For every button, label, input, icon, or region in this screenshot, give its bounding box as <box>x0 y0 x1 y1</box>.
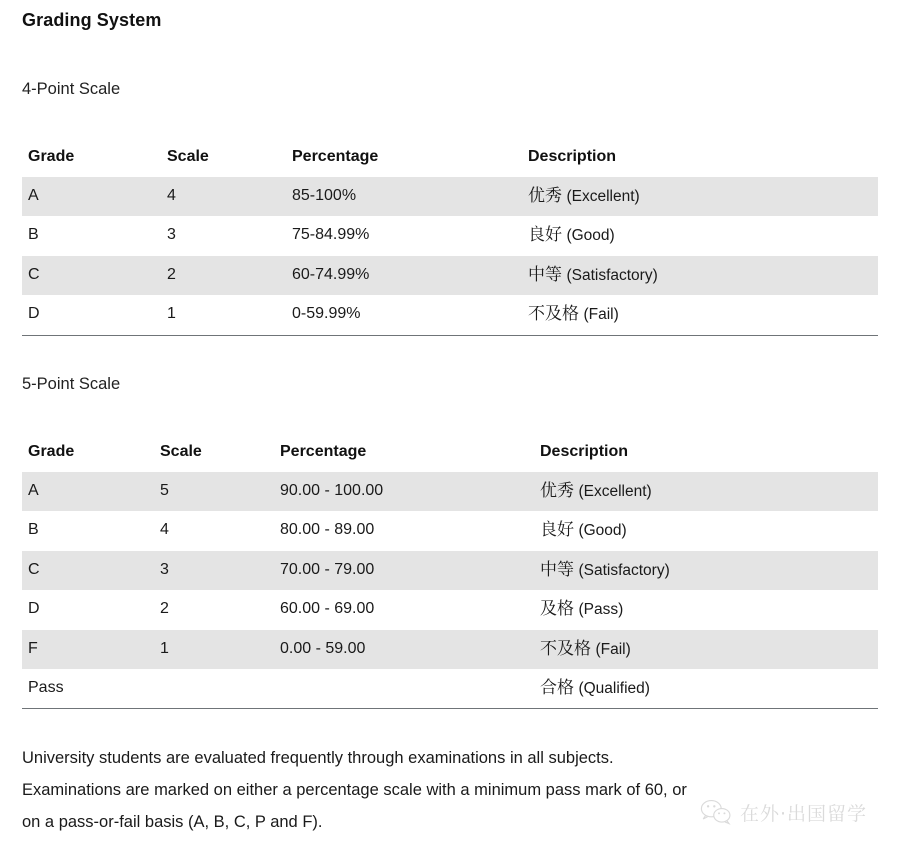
description-english: (Satisfactory) <box>566 266 658 284</box>
table-row <box>22 472 878 511</box>
section-heading-5-point-scale: 5-Point Scale <box>22 375 121 393</box>
description-chinese: 中等 <box>540 559 574 579</box>
column-header-scale: Scale <box>160 443 280 472</box>
description-english: (Pass) <box>578 601 624 619</box>
cell-scale: 3 <box>160 551 280 590</box>
paragraph-line-3: on a pass-or-fail basis (A, B, C, P and F). <box>22 813 323 831</box>
cell-description <box>540 669 878 709</box>
description-english: (Excellent) <box>566 188 640 205</box>
cell-description <box>540 590 878 629</box>
cell-scale: 1 <box>167 295 292 335</box>
table-row <box>22 551 878 590</box>
cell-grade: F <box>22 630 160 669</box>
cell-grade: D <box>22 295 167 335</box>
description-english: (Excellent) <box>578 483 652 500</box>
column-header-percentage: Percentage <box>292 148 528 177</box>
table-row <box>22 295 878 335</box>
description-chinese: 优秀 <box>540 481 574 500</box>
cell-scale: 4 <box>167 177 292 216</box>
cell-percentage: 75-84.99% <box>292 216 528 255</box>
cell-description <box>540 472 878 511</box>
cell-grade: C <box>22 551 160 590</box>
cell-description <box>528 216 878 255</box>
cell-scale: 2 <box>167 256 292 295</box>
cell-percentage: 85-100% <box>292 177 528 216</box>
cell-grade: B <box>22 216 167 255</box>
description-english: (Good) <box>578 522 627 540</box>
description-chinese: 优秀 <box>528 186 562 205</box>
cell-grade: C <box>22 256 167 295</box>
table-row <box>22 590 878 629</box>
cell-grade: D <box>22 590 160 629</box>
watermark-text: 在外·出国留学 <box>740 802 868 825</box>
cell-scale: 2 <box>160 590 280 629</box>
description-chinese: 不及格 <box>540 638 591 658</box>
column-header-scale: Scale <box>167 148 292 177</box>
cell-description <box>540 551 878 590</box>
cell-scale: 5 <box>160 472 280 511</box>
grading-table-5-point <box>22 443 878 709</box>
description-english: (Qualified) <box>578 679 650 697</box>
description-chinese: 良好 <box>540 520 574 540</box>
grading-table-4-point <box>22 148 878 336</box>
cell-scale: 1 <box>160 630 280 669</box>
column-header-percentage: Percentage <box>280 443 540 472</box>
column-header-grade: Grade <box>22 148 167 177</box>
description-chinese: 及格 <box>540 599 574 619</box>
paragraph-line-1: University students are evaluated frequently through examinations in all subjects. <box>22 749 614 767</box>
description-english: (Fail) <box>583 306 619 324</box>
description-chinese: 中等 <box>528 264 562 284</box>
cell-description <box>528 295 878 335</box>
cell-percentage: 0-59.99% <box>292 295 528 335</box>
column-header-description: Description <box>528 148 878 177</box>
cell-percentage: 70.00 - 79.00 <box>280 551 540 590</box>
cell-percentage: 60-74.99% <box>292 256 528 295</box>
page-title: Grading System <box>22 10 162 30</box>
cell-grade: A <box>22 177 167 216</box>
cell-description <box>540 511 878 550</box>
cell-grade: Pass <box>22 669 160 709</box>
cell-scale: 3 <box>167 216 292 255</box>
description-chinese: 合格 <box>540 677 574 697</box>
cell-percentage: 80.00 - 89.00 <box>280 511 540 550</box>
table-row <box>22 669 878 709</box>
cell-description <box>540 630 878 669</box>
table-row <box>22 511 878 550</box>
cell-grade: B <box>22 511 160 550</box>
column-header-description: Description <box>540 443 878 472</box>
table-row <box>22 630 878 669</box>
cell-description <box>528 177 878 216</box>
table-row <box>22 216 878 255</box>
cell-percentage: 90.00 - 100.00 <box>280 472 540 511</box>
table-row <box>22 256 878 295</box>
body-paragraph <box>22 742 742 838</box>
table-header-row <box>22 148 878 177</box>
description-chinese: 良好 <box>528 225 562 245</box>
description-english: (Fail) <box>595 640 631 658</box>
description-english: (Satisfactory) <box>578 561 670 579</box>
cell-description <box>528 256 878 295</box>
cell-percentage: 60.00 - 69.00 <box>280 590 540 629</box>
cell-scale: 4 <box>160 511 280 550</box>
cell-grade: A <box>22 472 160 511</box>
paragraph-line-2: Examinations are marked on either a percentage scale with a minimum pass mark of 60, or <box>22 781 687 799</box>
cell-percentage <box>280 669 540 709</box>
column-header-grade: Grade <box>22 443 160 472</box>
section-heading-4-point-scale: 4-Point Scale <box>22 80 121 98</box>
table-row <box>22 177 878 216</box>
cell-scale <box>160 669 280 709</box>
description-chinese: 不及格 <box>528 304 579 324</box>
table-header-row <box>22 443 878 472</box>
cell-percentage: 0.00 - 59.00 <box>280 630 540 669</box>
description-english: (Good) <box>566 227 615 245</box>
